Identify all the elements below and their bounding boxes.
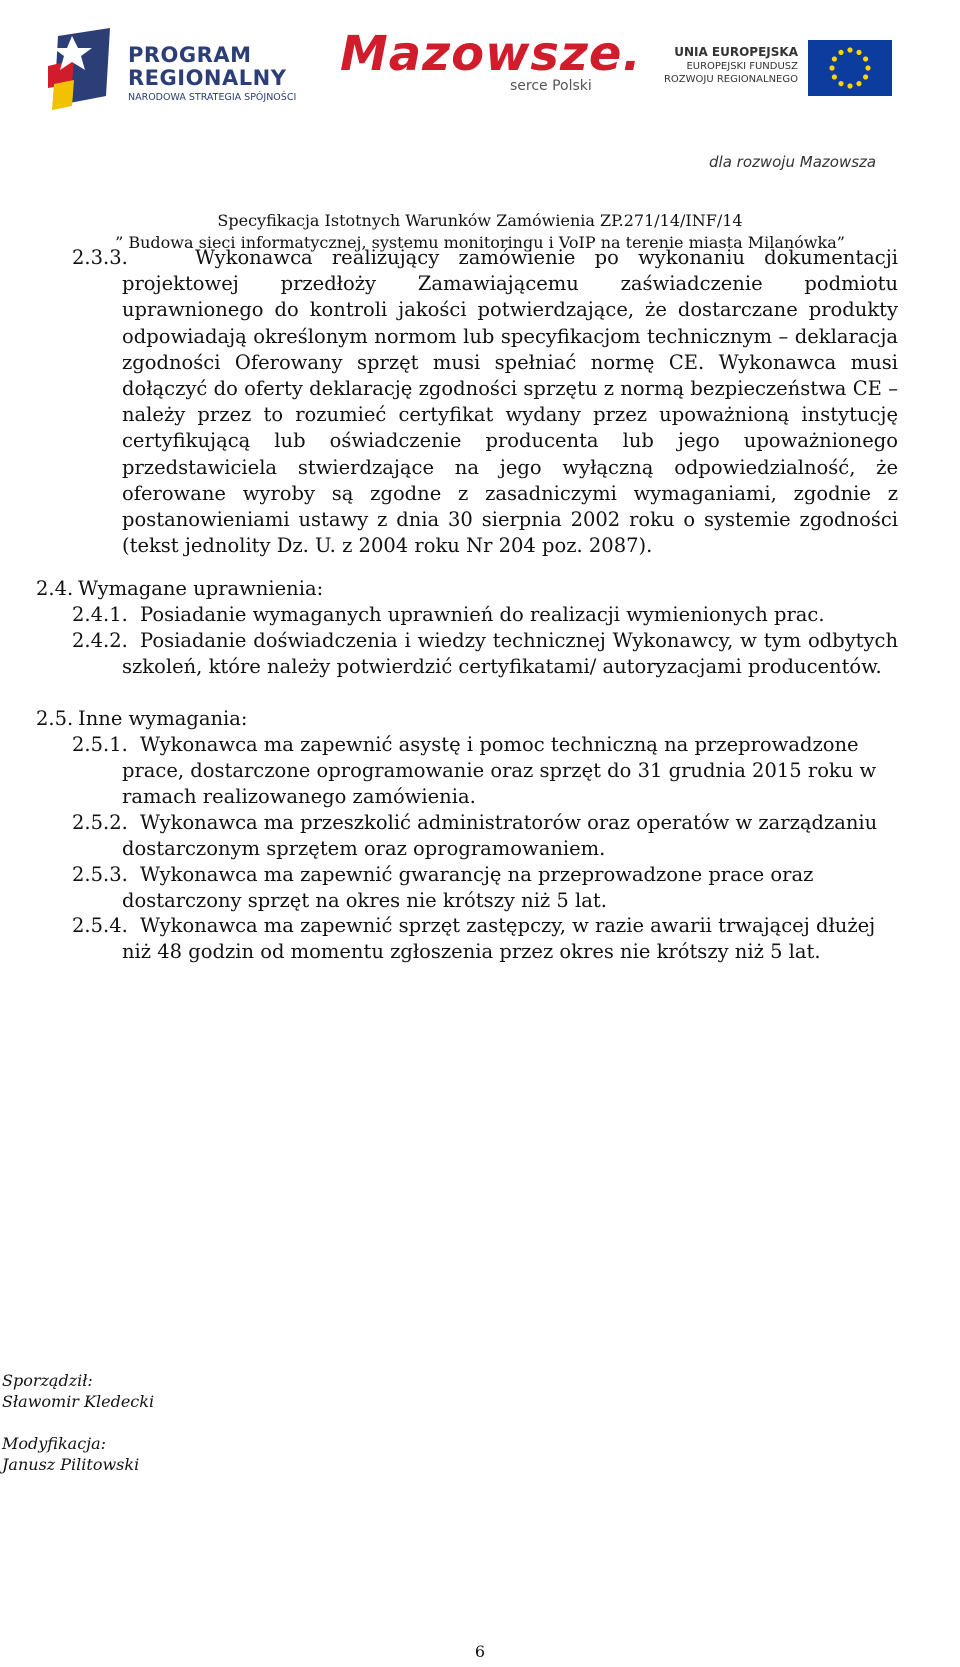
section-heading: Wymagane uprawnienia: [78,577,324,600]
program-line3: NARODOWA STRATEGIA SPÓJNOŚCI [128,92,297,103]
section-number: 2.3.3. [72,246,128,269]
prepared-label: Sporządził: [2,1371,93,1390]
section-number: 2.5.4. [72,914,128,937]
eu-line3: ROZWOJU REGIONALNEGO [663,74,798,85]
section-2-5 [36,706,896,732]
eu-line1: UNIA EUROPEJSKA [674,45,798,59]
section-number: 2.4.2. [72,629,128,652]
modified-label: Modyfikacja: [2,1434,107,1453]
program-regionalny-logo [48,26,308,112]
section-2-5-1 [72,732,898,811]
section-number: 2.5.1. [72,733,128,756]
section-2-5-4 [72,913,898,965]
modified-name: Janusz Pilitowski [2,1455,140,1474]
section-text: Posiadanie wymaganych uprawnień do realizacji wymienionych prac. [140,603,825,626]
logo-bar [0,0,960,120]
section-2-3-3 [72,245,898,559]
section-2-4-2 [72,628,898,680]
section-number: 2.5.2. [72,811,128,834]
section-number: 2.4. [36,577,74,600]
program-flag-icon [48,26,118,110]
section-text: Wykonawca realizujący zamówienie po wykonaniu dokumentacji projektowej przedłoży Zamawiającemu zaświadczenie podmiotu uprawnionego do kontroli jakości potwierdzające, że dostarczane produkty odpowiadają określonym normom lub specyfikacjom technicznym – deklaracja zgodności Oferowany sprzęt musi spełniać normę CE. Wykonawca musi dołączyć do oferty deklarację zgodności sprzętu z normą bezpieczeństwa CE – należy przez to rozumieć certyfikat wydany przez upoważnioną instytucję certyfikującą lub oświadczenie producenta lub jego upoważnionego przedstawiciela stwierdzające na jego wyłączną odpowiedzialność, że oferowane wyroby są zgodne z zasadniczymi wymaganiami, zgodnie z postanowieniami ustawy z dnia 30 sierpnia 2002 roku o systemie zgodności (tekst jednolity Dz. U. z 2004 roku Nr 204 poz. 2087). [122,246,898,558]
tagline: dla rozwoju Mazowsza [709,153,877,171]
section-number: 2.5. [36,707,74,730]
eu-flag-icon [808,40,892,96]
eu-text [658,44,798,86]
prepared-by [2,1370,154,1412]
section-number: 2.4.1. [72,603,128,626]
section-text: Wykonawca ma zapewnić gwarancję na przeprowadzone prace oraz dostarczony sprzęt na okres nie krótszy niż 5 lat. [122,863,814,913]
section-heading: Inne wymagania: [78,707,248,730]
eu-line2: EUROPEJSKI FUNDUSZ [686,61,798,72]
spec-title: Specyfikacja Istotnych Warunków Zamówienia ZP.271/14/INF/14 [217,211,743,230]
section-2-5-3 [72,862,898,914]
section-2-4 [36,576,896,602]
project-title: ” Budowa sieci informatycznej, systemu monitoringu i VoIP na terenie miasta Milanówka” [115,233,845,252]
section-2-5-2 [72,810,898,862]
section-text: Posiadanie doświadczenia i wiedzy technicznej Wykonawcy, w tym odbytych szkoleń, które należy potwierdzić certyfikatami/ autoryzacjami producentów. [122,629,898,679]
section-2-4-1 [72,602,898,628]
program-text [128,44,296,105]
section-number: 2.5.3. [72,863,128,886]
eu-logo [658,40,898,100]
mazowsze-subtitle: serce Polski [510,78,592,94]
prepared-name: Sławomir Kledecki [2,1392,155,1411]
section-text: Wykonawca ma przeszkolić administratorów oraz operatów w zarządzaniu dostarczonym sprzętem oraz oprogramowaniem. [122,811,878,861]
mazowsze-logo [340,26,642,102]
program-line1: PROGRAM [128,43,252,67]
page-number: 6 [474,1642,486,1661]
modified-by [2,1433,139,1475]
mazowsze-wordmark: Mazowsze. [340,26,642,82]
section-text: Wykonawca ma zapewnić sprzęt zastępczy, w razie awarii trwającej dłużej niż 48 godzin od momentu zgłoszenia przez okres nie krótszy niż 5 lat. [122,914,876,964]
section-text: Wykonawca ma zapewnić asystę i pomoc techniczną na przeprowadzone prace, dostarczone oprogramowanie oraz sprzęt do 31 grudnia 2015 roku w ramach realizowanego zamówienia. [122,733,877,809]
program-line2: REGIONALNY [128,66,287,90]
